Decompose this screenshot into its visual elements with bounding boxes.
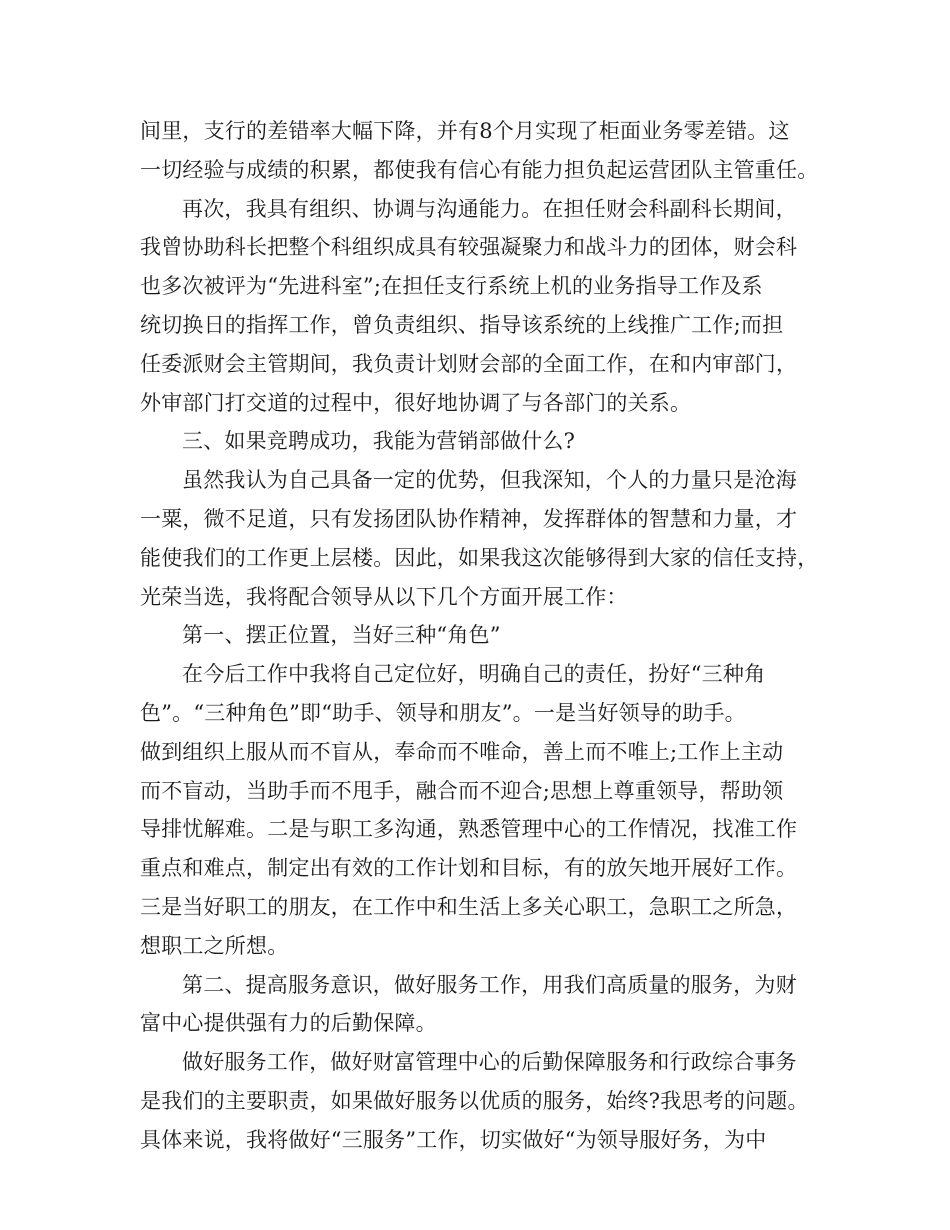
text-line: 做到组织上服从而不盲从，奉命而不唯命，善上而不唯上;工作上主动 xyxy=(140,739,784,764)
text-line: 是我们的主要职责，如果做好服务以优质的服务，始终?我思考的问题。 xyxy=(140,1088,809,1113)
text-line: 间里，支行的差错率大幅下降，并有8个月实现了柜面业务零差错。这 xyxy=(140,119,790,143)
text-line: 重点和难点，制定出有效的工作计划和目标，有的放矢地开展好工作。 xyxy=(140,856,798,881)
text-line: 外审部门打交道的过程中，很好地协调了与各部门的关系。 xyxy=(140,390,692,415)
text-line: 也多次被评为“先进科室”;在担任支行系统上机的业务指导工作及系 xyxy=(140,274,763,299)
text-line: 虽然我认为自己具备一定的优势，但我深知，个人的力量只是沧海 xyxy=(182,468,797,493)
text-line: 色”。“三种角色”即“助手、领导和朋友”。一是当好领导的助手。 xyxy=(140,700,746,725)
text-line: 任委派财会主管期间，我负责计划财会部的全面工作，在和内审部门， xyxy=(140,351,798,376)
text-line: 想职工之所想。 xyxy=(140,933,289,958)
text-line: 在今后工作中我将自己定位好，明确自己的责任，扮好“三种角 xyxy=(182,662,766,687)
subsection-heading: 第二、提高服务意识，做好服务工作，用我们高质量的服务，为财 xyxy=(182,972,797,997)
text-line: 做好服务工作，做好财富管理中心的后勤保障服务和行政综合事务 xyxy=(182,1050,797,1075)
text-line: 而不盲动，当助手而不甩手，融合而不迎合;思想上尊重领导，帮助领 xyxy=(140,778,784,803)
text-line: 能使我们的工作更上层楼。因此，如果我这次能够得到大家的信任支持， xyxy=(140,545,819,570)
text-line: 光荣当选，我将配合领导从以下几个方面开展工作： xyxy=(140,584,628,609)
text-line: 统切换日的指挥工作，曾负责组织、指导该系统的上线推广工作;而担 xyxy=(140,312,784,337)
text-line: 一切经验与成绩的积累，都使我有信心有能力担负起运营团队主管重任。 xyxy=(140,157,819,182)
text-line: 三是当好职工的朋友，在工作中和生活上多关心职工，急职工之所急， xyxy=(140,894,798,919)
section-heading: 三、如果竞聘成功，我能为营销部做什么? xyxy=(182,429,576,454)
text-line: 导排忧解难。二是与职工多沟通，熟悉管理中心的工作情况，找准工作 xyxy=(140,817,798,842)
text-line: 具体来说，我将做好“三服务”工作，切实做好“为领导服好务，为中 xyxy=(140,1127,767,1152)
document-body xyxy=(140,112,830,1160)
text-line: 再次，我具有组织、协调与沟通能力。在担任财会科副科长期间， xyxy=(182,196,797,221)
text-line: 富中心提供强有力的后勤保障。 xyxy=(140,1011,437,1036)
subsection-heading: 第一、摆正位置，当好三种“角色” xyxy=(182,623,501,648)
text-line: 一粟，微不足道，只有发扬团队协作精神，发挥群体的智慧和力量，才 xyxy=(140,506,798,531)
text-line: 我曾协助科长把整个科组织成具有较强凝聚力和战斗力的团体，财会科 xyxy=(140,235,798,260)
